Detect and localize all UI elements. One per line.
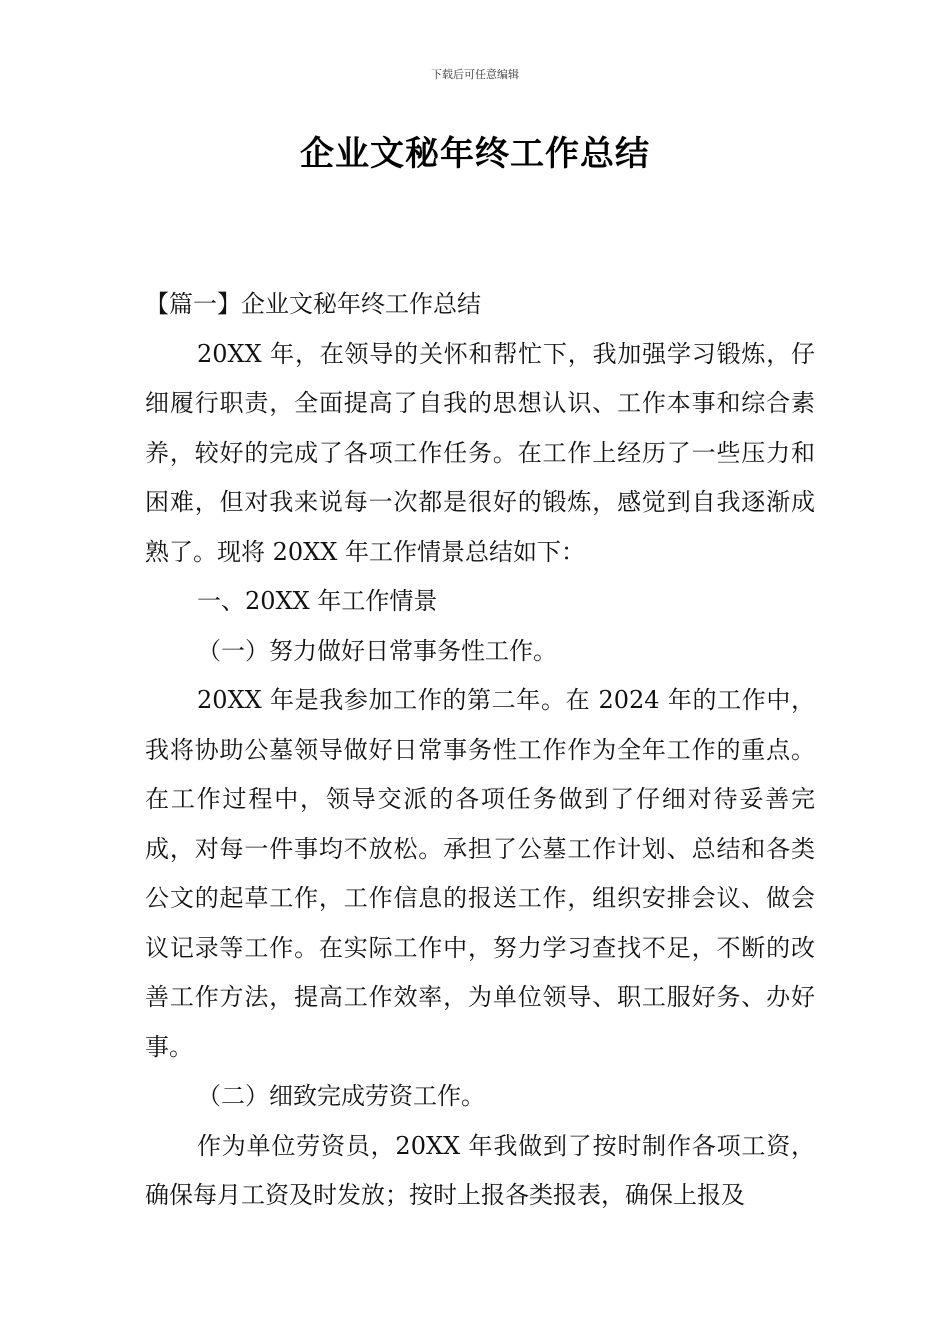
subheading-daily-affairs: （一）努力做好日常事务性工作。 [197, 636, 557, 665]
document-title: 企业文秘年终工作总结 [300, 134, 650, 174]
heading-work-situation: 一、20XX 年工作情景 [197, 587, 438, 615]
paragraph-intro: 20XX 年，在领导的关怀和帮忙下，我加强学习锻炼，仔细履行职责，全面提高了自我的思想认识、工作本事和综合素养，较好的完成了各项工作任务。在工作上经历了一些压力和困难，但对我来说每一次都是很好的锻炼，感觉到自我逐渐成熟了。现将 20XX 年工作情景总结如下： [145, 339, 815, 566]
document-body [145, 280, 815, 1221]
paragraph-daily-affairs: 20XX 年是我参加工作的第二年。在 2024 年的工作中，我将协助公墓领导做好日常事务性工作作为全年工作的重点。在工作过程中，领导交派的各项任务做到了仔细对待妥善完成，对每一件事均不放松。承担了公墓工作计划、总结和各类公文的起草工作，工作信息的报送工作，组织安排会议、做会议记录等工作。在实际工作中，努力学习查找不足，不断的改善工作方法，提高工作效率，为单位领导、职工服好务、办好事。 [145, 686, 815, 1061]
subheading-payroll: （二）细致完成劳资工作。 [197, 1082, 485, 1110]
paragraph-payroll: 作为单位劳资员，20XX 年我做到了按时制作各项工资，确保每月工资及时发放；按时上报各类报表，确保上报及 [145, 1131, 815, 1209]
header-note: 下载后可任意编辑 [431, 68, 519, 81]
section-heading: 【篇一】企业文秘年终工作总结 [145, 290, 481, 318]
